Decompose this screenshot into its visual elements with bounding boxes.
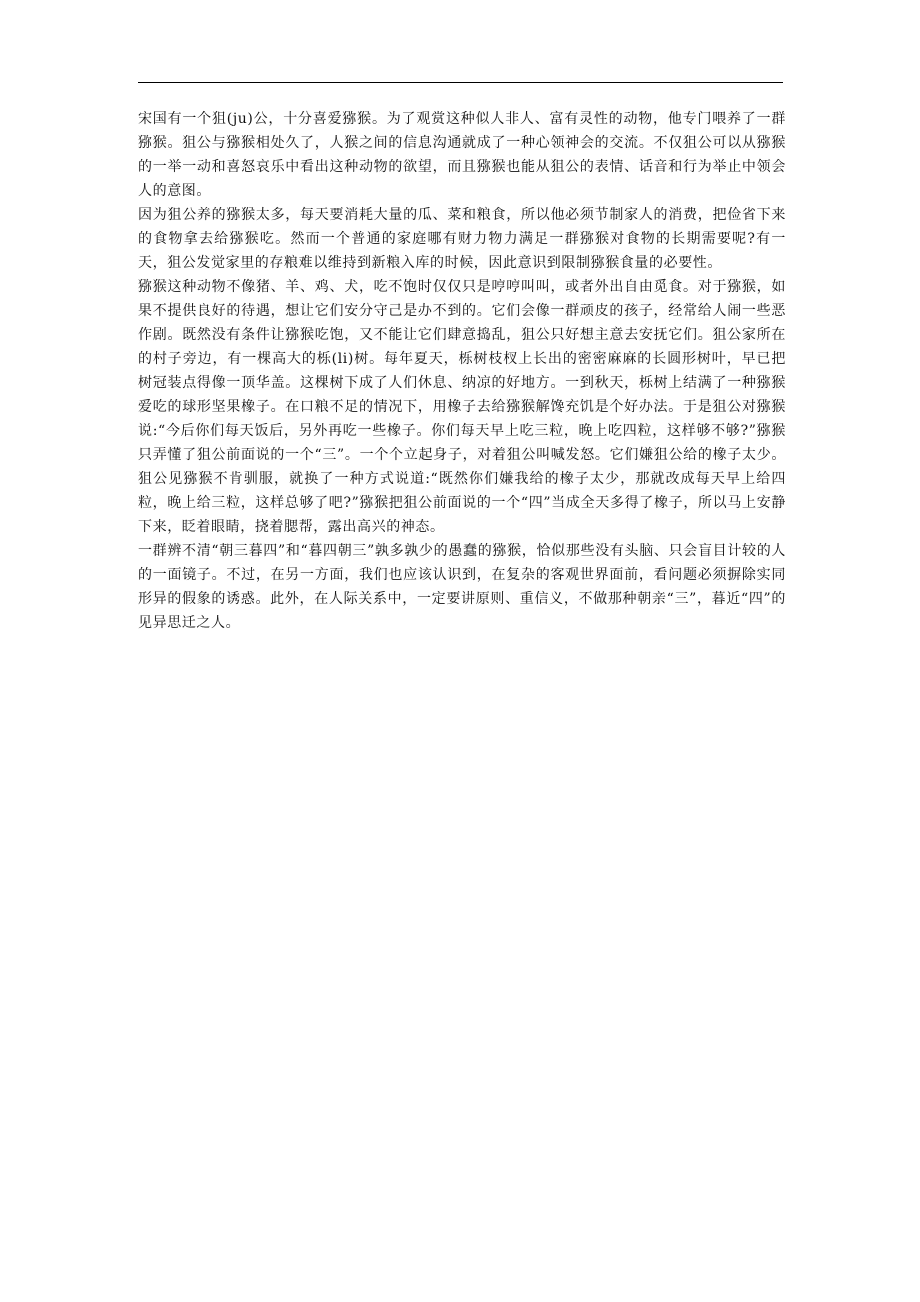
paragraph-2: 因为狙公养的猕猴太多，每天要消耗大量的瓜、菜和粮食，所以他必须节制家人的消费，把俭省下来的食物拿去给猕猴吃。然而一个普通的家庭哪有财力物力满足一群猕猴对食物的长期需要呢?有一天，狙公发觉家里的存粮难以维持到新粮入库的时候，因此意识到限制猕猴食量的必要性。: [138, 207, 786, 271]
paragraph-4: 一群辨不清“朝三暮四”和“暮四朝三”孰多孰少的愚蠢的猕猴，恰似那些没有头脑、只会盲目计较的人的一面镜子。不过，在另一方面，我们也应该认识到，在复杂的客观世界面前，看问题必须摒除实同形异的假象的诱惑。此外，在人际关系中，一定要讲原则、重信义，不做那种朝亲“三”，暮近“四”的见异思迁之人。: [138, 543, 786, 631]
header-rule: [138, 82, 783, 83]
document-body: [138, 107, 786, 635]
paragraph-3: 猕猴这种动物不像猪、羊、鸡、犬，吃不饱时仅仅只是哼哼叫叫，或者外出自由觅食。对于猕猴，如果不提供良好的待遇，想让它们安分守己是办不到的。它们会像一群顽皮的孩子，经常给人闹一些恶作剧。既然没有条件让猕猴吃饱，又不能让它们肆意捣乱，狙公只好想主意去安抚它们。狙公家所在的村子旁边，有一棵高大的栎(li)树。每年夏天，栎树枝杈上长出的密密麻麻的长圆形树叶，早已把树冠装点得像一顶华盖。这棵树下成了人们休息、纳凉的好地方。一到秋天，栎树上结满了一种猕猴爱吃的球形坚果橡子。在口粮不足的情况下，用橡子去给猕猴解馋充饥是个好办法。于是狙公对猕猴说:“今后你们每天饭后，另外再吃一些橡子。你们每天早上吃三粒，晚上吃四粒，这样够不够?”猕猴只弄懂了狙公前面说的一个“三”。一个个立起身子，对着狙公叫喊发怒。它们嫌狙公给的橡子太少。狙公见猕猴不肯驯服，就换了一种方式说道:“既然你们嫌我给的橡子太少，那就改成每天早上给四粒，晚上给三粒，这样总够了吧?”猕猴把狙公前面说的一个“四”当成全天多得了橡子，所以马上安静下来，眨着眼睛，挠着腮帮，露出高兴的神态。: [138, 279, 786, 535]
paragraph-1: 宋国有一个狙(ju)公，十分喜爱猕猴。为了观赏这种似人非人、富有灵性的动物，他专门喂养了一群猕猴。狙公与猕猴相处久了，人猴之间的信息沟通就成了一种心领神会的交流。不仅狙公可以从猕猴的一举一动和喜怒哀乐中看出这种动物的欲望，而且猕猴也能从狙公的表情、话音和行为举止中领会人的意图。: [138, 111, 786, 199]
